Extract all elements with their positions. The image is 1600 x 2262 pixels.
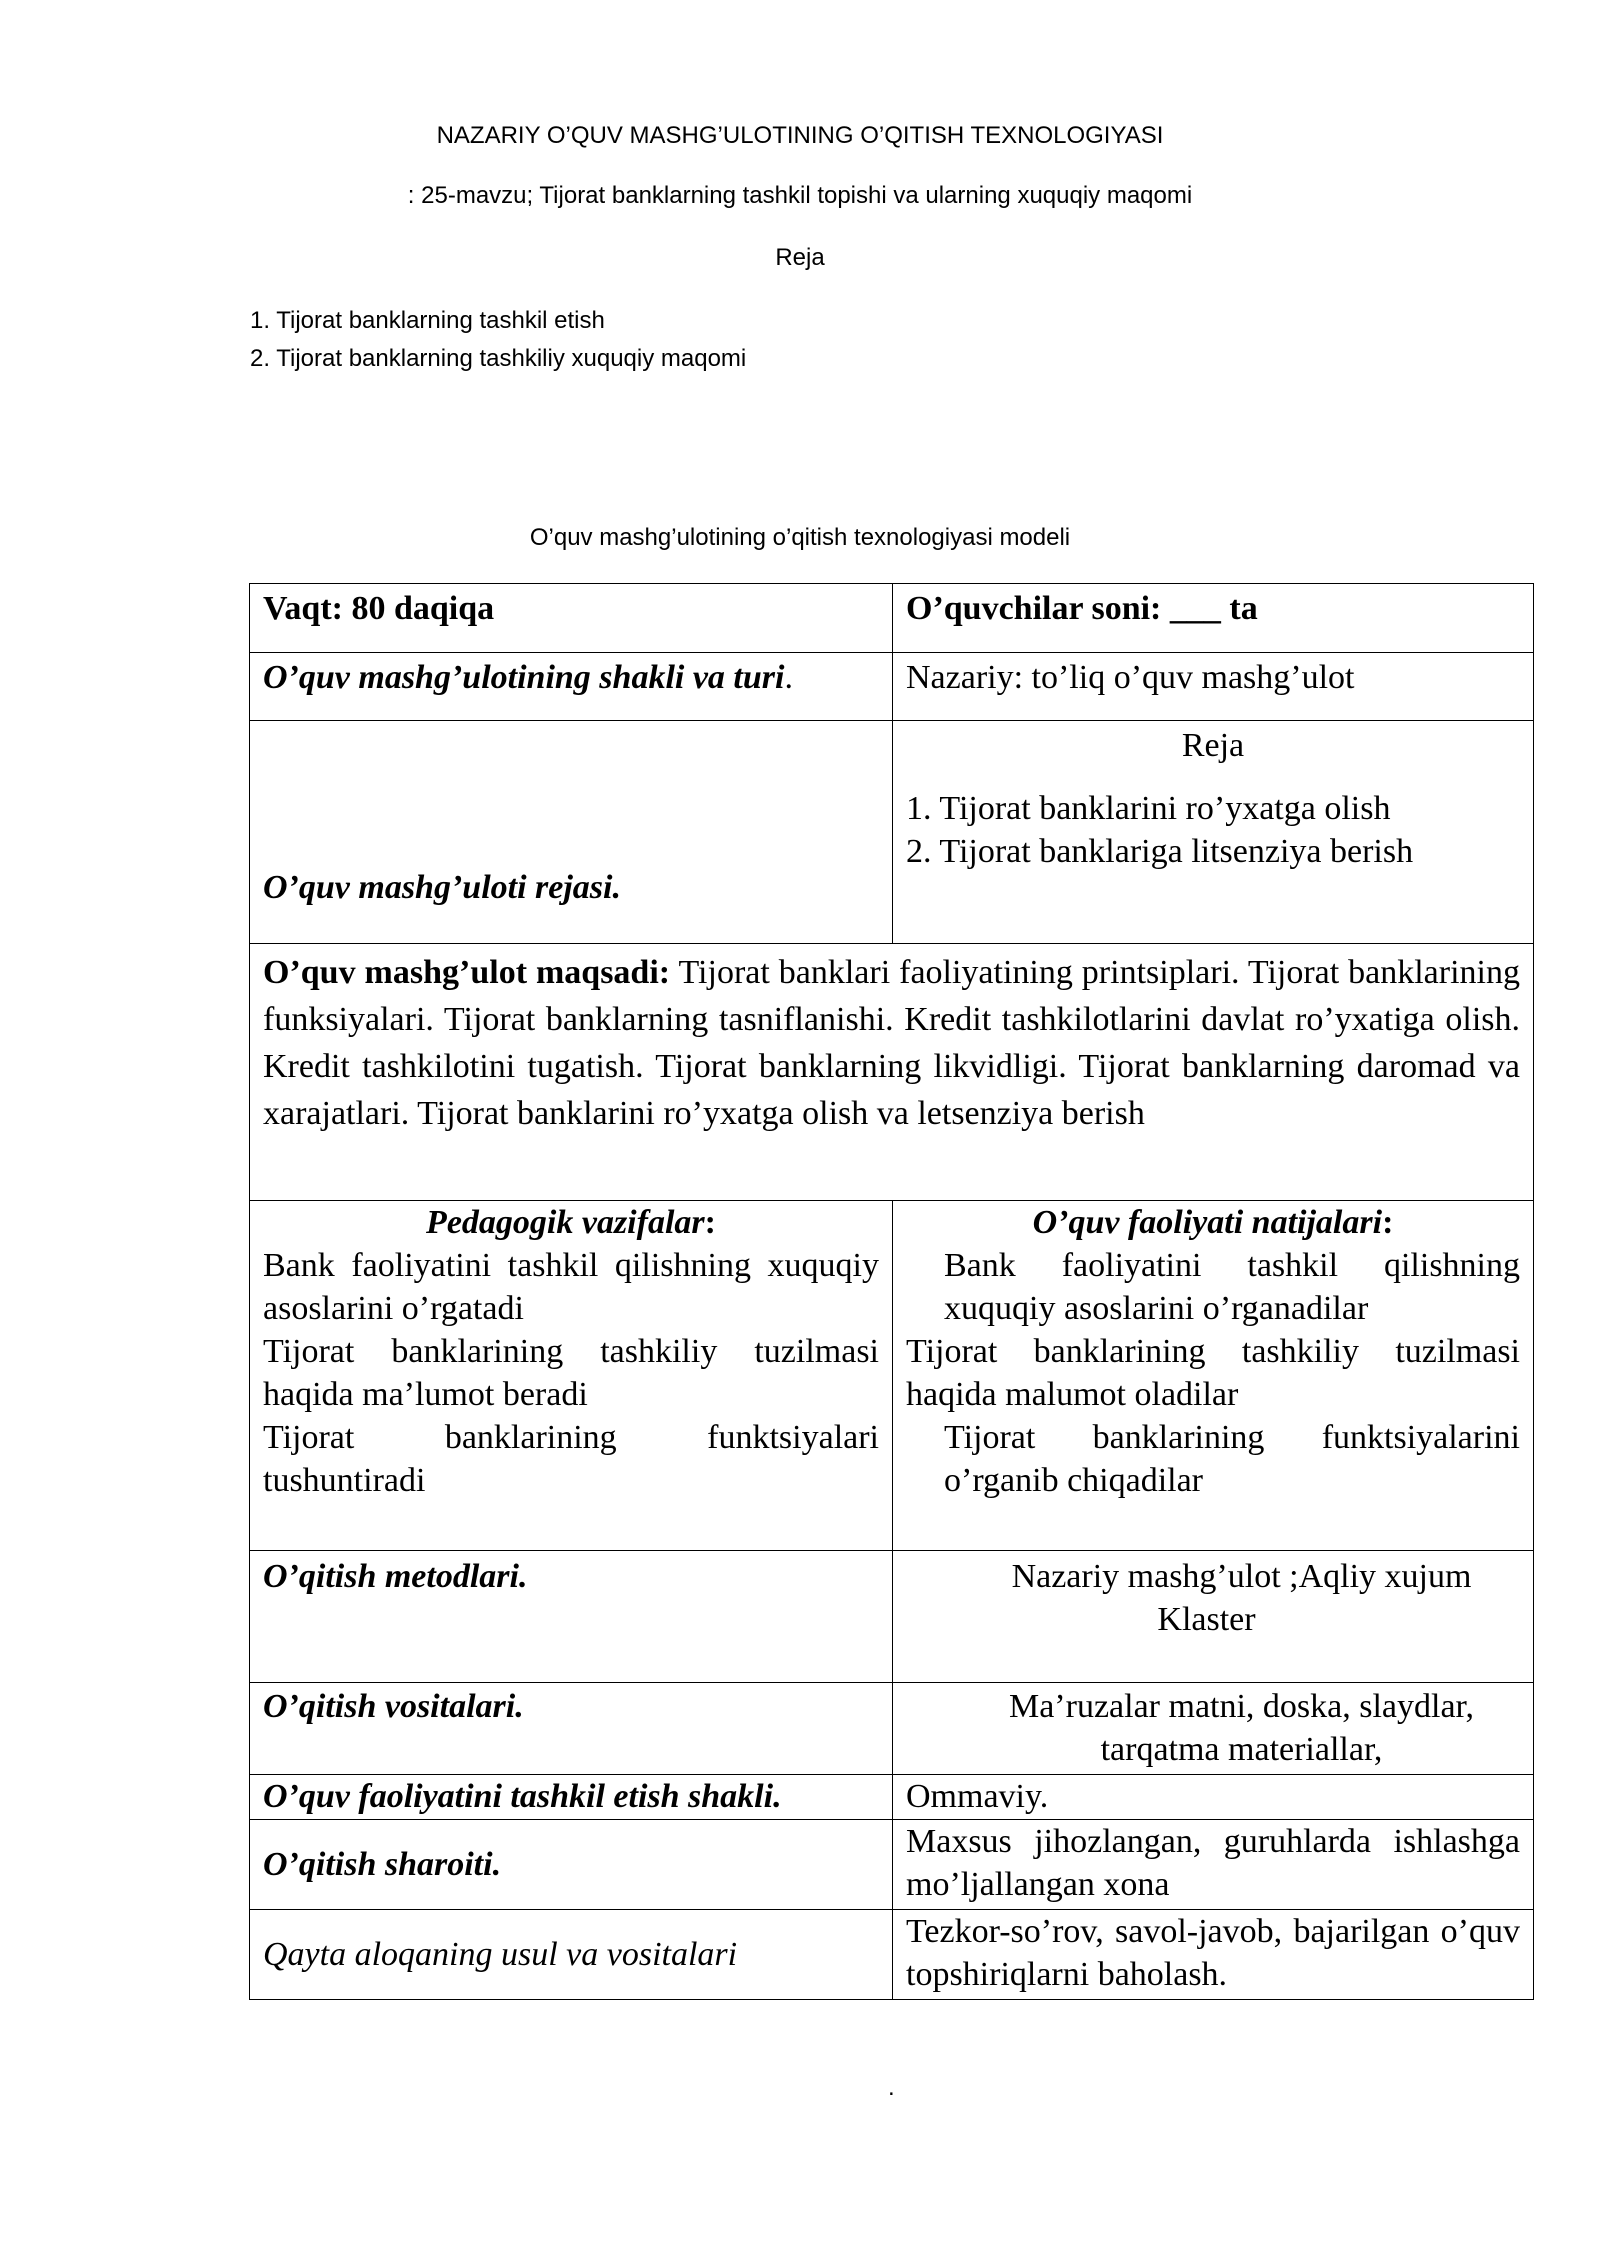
form-label-dot: .	[784, 659, 793, 696]
results-heading: O’quv faoliyati natijalari	[1032, 1204, 1383, 1241]
ped-task-item: Tijorat banklarining funktsiyalari tushuntiradi	[263, 1419, 879, 1499]
goal-label: O’quv mashg’ulot maqsadi:	[263, 954, 671, 991]
tools-value-2: tarqatma materiallar,	[1100, 1731, 1383, 1768]
form-label: O’quv mashg’ulotining shakli va turi	[263, 659, 785, 696]
form-value-cell: Nazariy: to’liq o’quv mashg’ulot	[893, 653, 1534, 721]
tools-value-1: Ma’ruzalar matni, doska, slaydlar,	[1008, 1688, 1475, 1725]
plan-heading: Reja	[775, 244, 825, 271]
conditions-value-cell: Maxsus jihozlangan, guruhlarda ishlashga mo’ljallangan xona	[893, 1820, 1534, 1910]
ped-tasks-heading-line: Pedagogik vazifalar:	[426, 1204, 716, 1241]
page-marker: .	[888, 2074, 895, 2101]
lesson-model-table	[249, 583, 1534, 2000]
table-row	[250, 653, 1534, 721]
goal-cell	[250, 944, 1534, 1201]
methods-value-1: Nazariy mashg’ulot ;Aqliy xujum	[1011, 1558, 1472, 1595]
ped-task-item: Tijorat banklarining tashkiliy tuzilmasi haqida ma’lumot beradi	[263, 1333, 879, 1413]
org-value-cell: Ommaviy.	[893, 1775, 1534, 1820]
list-item: 2. Tijorat banklariga litsenziya berish	[906, 833, 1414, 870]
document-title: NAZARIY O’QUV MASHG’ULOTINING O’QITISH TEXNOLOGIYASI	[436, 122, 1164, 149]
tools-value-cell	[893, 1683, 1534, 1775]
ped-task-item: Bank faoliyatini tashkil qilishning xuquqiy asoslarini o’rgatadi	[263, 1247, 879, 1327]
table-row	[250, 1551, 1534, 1683]
goal-text: Tijorat banklari faoliyatining printsiplari. Tijorat banklarining funksiyalari. Tijorat banklarning tasniflanishi. Kredit tashkilotlarini davlat ro’yxatiga olish. Kredit tashkilotini tugatish. Tijorat banklarning likvidligi. Tijorat banklarning daromad va xarajatlari. Tijorat banklarini ro’yxatga olish va letsenziya berish	[263, 954, 1520, 1132]
org-label-cell: O’quv faoliyatini tashkil etish shakli.	[250, 1775, 893, 1820]
conditions-label-cell: O’qitish sharoiti.	[250, 1820, 893, 1910]
table-row	[250, 1775, 1534, 1820]
methods-value-2: Klaster	[1157, 1601, 1256, 1638]
result-item: Bank faoliyatini tashkil qilishning xuquqiy asoslarini o’rganadilar	[944, 1247, 1520, 1327]
time-cell: Vaqt: 80 daqiqa	[250, 584, 893, 653]
table-row	[250, 1201, 1534, 1551]
table-row	[250, 1683, 1534, 1775]
plan-list	[250, 302, 746, 378]
table-row	[250, 944, 1534, 1201]
model-caption: O’quv mashg’ulotining o’qitish texnologiyasi modeli	[529, 524, 1071, 551]
feedback-value-cell: Tezkor-so’rov, savol-javob, bajarilgan o’quv topshiriqlarni baholash.	[893, 1910, 1534, 2000]
list-item: 1. Tijorat banklarini ro’yxatga olish	[906, 790, 1391, 827]
plan-label-cell: O’quv mashg’uloti rejasi.	[250, 721, 893, 944]
table-row	[250, 1820, 1534, 1910]
table-row	[250, 1910, 1534, 2000]
methods-value-cell	[893, 1551, 1534, 1683]
students-cell: O’quvchilar soni: ___ ta	[893, 584, 1534, 653]
table-plan-list	[906, 787, 1520, 873]
results-heading-line: O’quv faoliyati natijalari:	[1032, 1204, 1394, 1241]
table-row	[250, 584, 1534, 653]
tools-label-cell: O’qitish vositalari.	[250, 1683, 893, 1775]
table-row	[250, 721, 1534, 944]
result-item: Tijorat banklarining funktsiyalarini o’rganib chiqadilar	[944, 1419, 1520, 1499]
plan-item: 2. Tijorat banklarning tashkiliy xuquqiy maqomi	[250, 345, 747, 372]
table-plan-heading: Reja	[1181, 727, 1245, 764]
results-cell	[893, 1201, 1534, 1551]
topic-line: : 25-mavzu; Tijorat banklarning tashkil topishi va ularning xuquqiy maqomi	[407, 182, 1193, 209]
plan-item: 1. Tijorat banklarning tashkil etish	[250, 307, 605, 334]
form-label-cell	[250, 653, 893, 721]
ped-tasks-cell	[250, 1201, 893, 1551]
methods-label-cell: O’qitish metodlari.	[250, 1551, 893, 1683]
plan-value-cell	[893, 721, 1534, 944]
result-item: Tijorat banklarining tashkiliy tuzilmasi haqida malumot oladilar	[906, 1333, 1520, 1413]
ped-tasks-heading: Pedagogik vazifalar	[426, 1204, 705, 1241]
feedback-label-cell: Qayta aloqaning usul va vositalari	[250, 1910, 893, 2000]
